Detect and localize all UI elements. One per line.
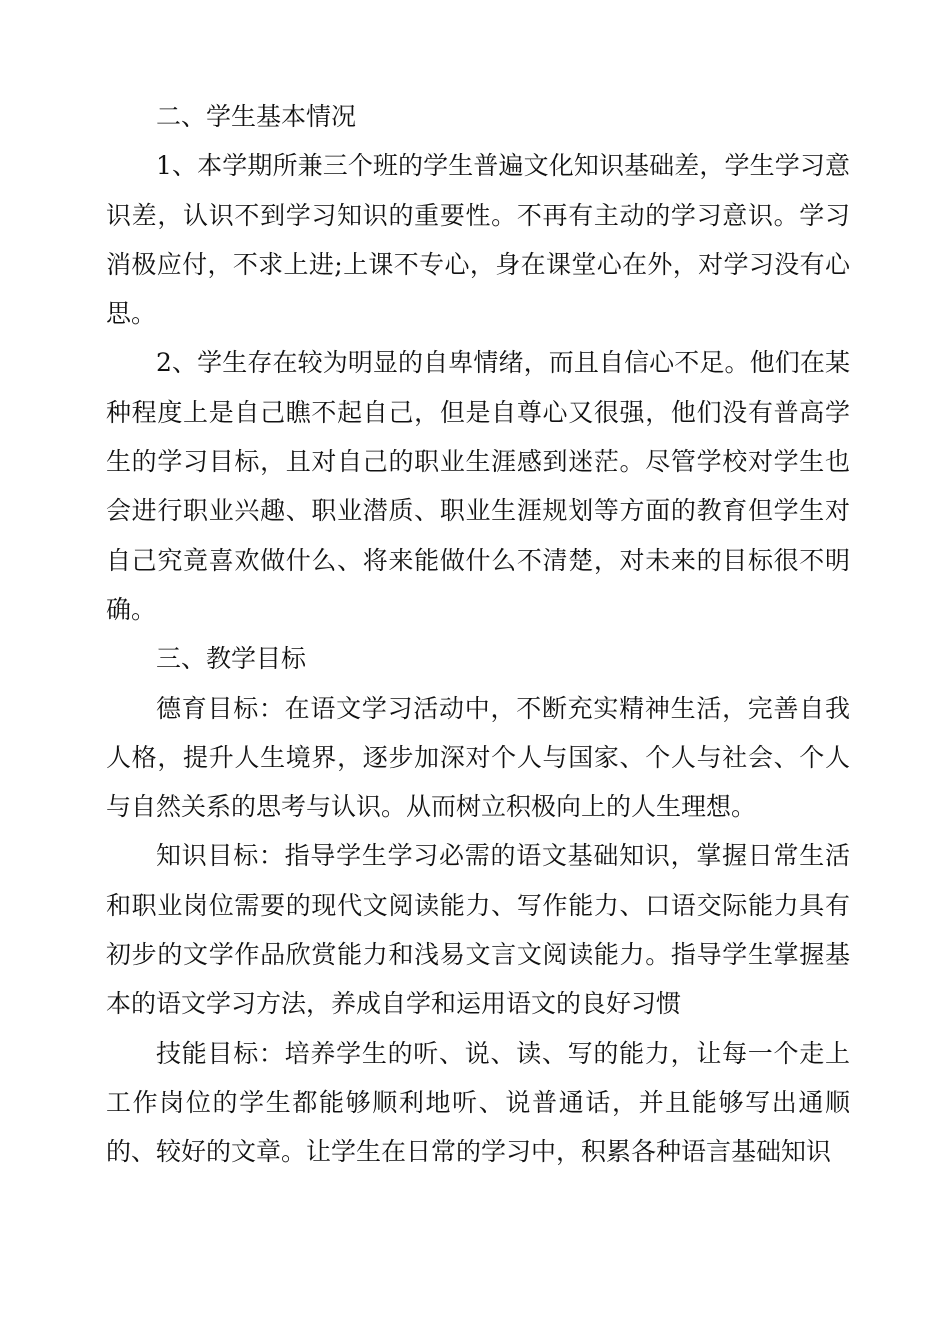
- section-heading-teaching-goals: 三、教学目标: [156, 644, 307, 674]
- section-heading-student-situation: 二、学生基本情况: [156, 102, 357, 131]
- paragraph-moral-goal: 德育目标：在语文学习活动中，不断充实精神生活，完善自我人格，提升人生境界，逐步加深对个人与国家、个人与社会、个人与自然关系的思考与认识。从而树立积极向上的人生理想。: [106, 693, 850, 822]
- paragraph-student-situation-2: 2、学生存在较为明显的自卑情绪，而且自信心不足。他们在某种程度上是自己瞧不起自己，但是自尊心又很强，他们没有普高学生的学习目标，且对自己的职业生涯感到迷茫。尽管学校对学生也会进行职业兴趣、职业潜质、职业生涯规划等方面的教育但学生对自己究竟喜欢做什么、将来能做什么不清楚，对未来的目标很不明确。: [106, 348, 850, 624]
- paragraph-knowledge-goal: 知识目标：指导学生学习必需的语文基础知识，掌握日常生活和职业岗位需要的现代文阅读能力、写作能力、口语交际能力具有初步的文学作品欣赏能力和浅易文言文阅读能力。指导学生掌握基本的语文学习方法，养成自学和运用语文的良好习惯: [106, 841, 850, 1019]
- paragraph-student-situation-1: 1、本学期所兼三个班的学生普遍文化知识基础差，学生学习意识差，认识不到学习知识的重要性。不再有主动的学习意识。学习消极应付，不求上进;上课不专心，身在课堂心在外，对学习没有心思。: [106, 151, 850, 329]
- paragraph-skill-goal: 技能目标：培养学生的听、说、读、写的能力，让每一个走上工作岗位的学生都能够顺利地听、说普通话，并且能够写出通顺的、较好的文章。让学生在日常的学习中，积累各种语言基础知识: [106, 1038, 850, 1167]
- document-body: [106, 92, 850, 1177]
